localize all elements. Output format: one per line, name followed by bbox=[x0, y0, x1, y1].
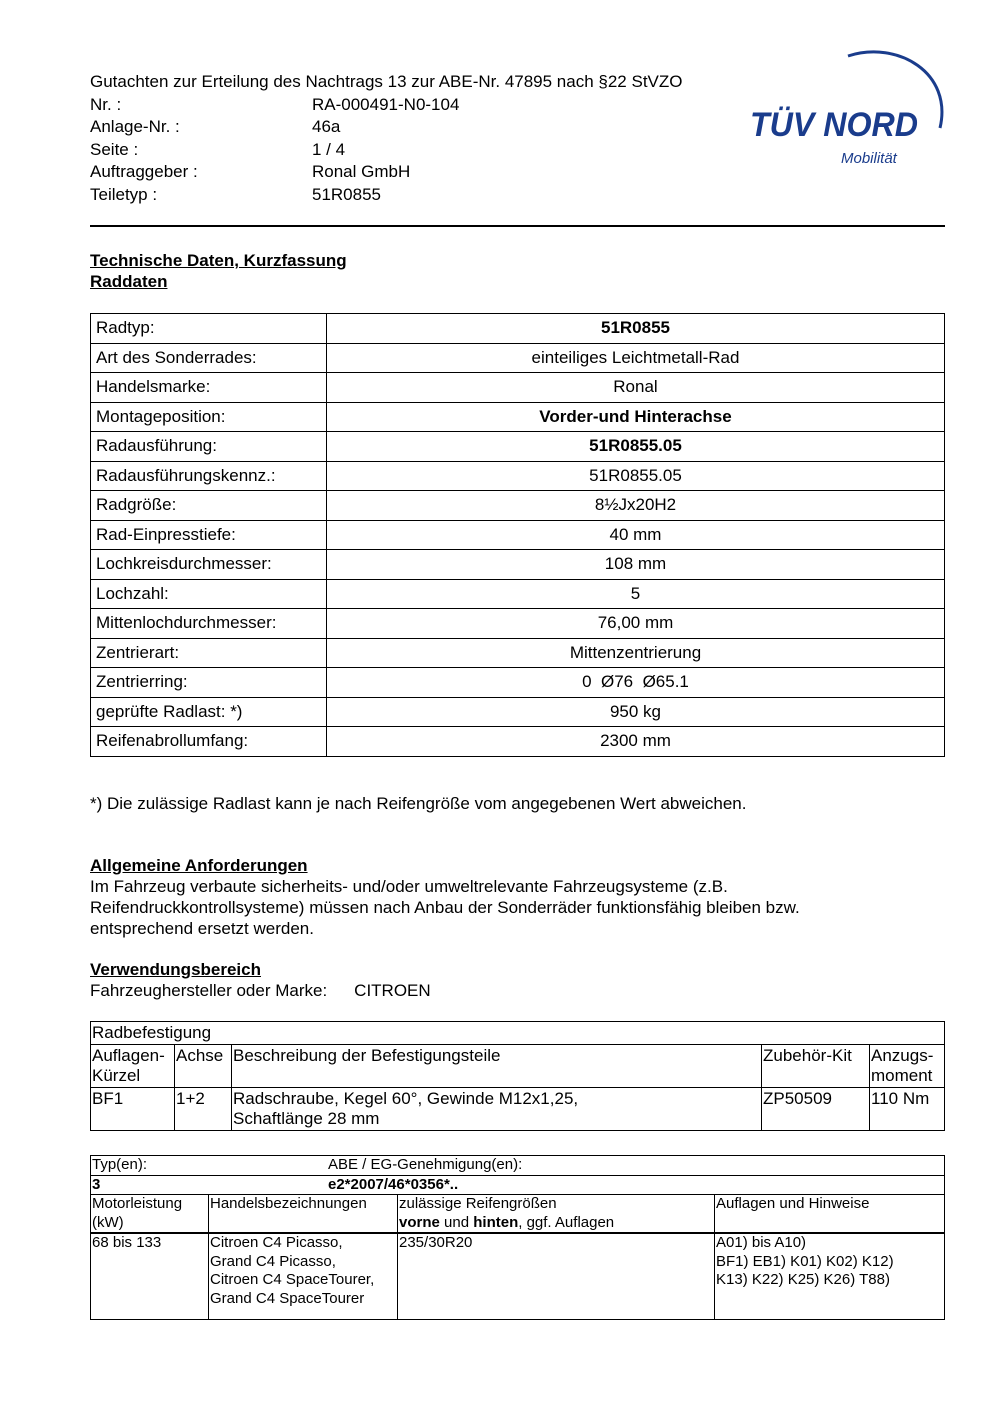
typ-label-row: Typ(en): ABE / EG-Genehmigung(en): bbox=[91, 1156, 945, 1176]
document-header bbox=[90, 71, 683, 207]
radlast-note: *) Die zulässige Radlast kann je nach Reifengröße vom angegebenen Wert abweichen. bbox=[90, 794, 747, 813]
radbefestigung-table bbox=[90, 1021, 945, 1131]
table-row: Art des Sonderrades: einteiliges Leichtmetall-Rad bbox=[91, 343, 945, 373]
hersteller-line: Fahrzeughersteller oder Marke: CITROEN bbox=[90, 981, 431, 1000]
radbefestigung-header-row: Auflagen- Kürzel Achse Beschreibung der Befestigungsteile Zubehör-Kit Anzugs- moment bbox=[91, 1045, 945, 1088]
allgemeine-section bbox=[90, 855, 800, 939]
table-row: geprüfte Radlast: *) 950 kg bbox=[91, 697, 945, 727]
table-row: Radgröße: 8½Jx20H2 bbox=[91, 491, 945, 521]
typen-table bbox=[90, 1155, 945, 1320]
table-row: Montageposition: Vorder-und Hinterachse bbox=[91, 402, 945, 432]
table-row: Zentrierring: 0 Ø76 Ø65.1 bbox=[91, 668, 945, 698]
table-row: Radausführung: 51R0855.05 bbox=[91, 432, 945, 462]
table-row: Reifenabrollumfang: 2300 mm bbox=[91, 727, 945, 757]
raddaten-heading: Raddaten bbox=[90, 272, 168, 291]
verwendung-section bbox=[90, 959, 431, 1001]
table-row: 68 bis 133 Citroen C4 Picasso, Grand C4 Picasso, Citroen C4 SpaceTourer, Grand C4 SpaceTourer 235/30R20 A01) bis A10) BF1) EB1) K01) K02) K12) K13) K22) K25) K26) T88) bbox=[91, 1233, 945, 1319]
table-row: Handelsmarke: Ronal bbox=[91, 373, 945, 403]
svg-text:Mobilität: Mobilität bbox=[841, 150, 897, 167]
allgemeine-line: entsprechend ersetzt werden. bbox=[90, 919, 314, 938]
table-row: BF1 1+2 Radschraube, Kegel 60°, Gewinde M12x1,25, Schaftlänge 28 mm ZP50509 110 Nm bbox=[91, 1088, 945, 1131]
table-row: Mittenlochdurchmesser: 76,00 mm bbox=[91, 609, 945, 639]
typen-header-row: Motorleistung (kW) Handelsbezeichnungen zulässige Reifengrößen vorne und hinten, ggf. Auflagen Auflagen und Hinweise bbox=[91, 1195, 945, 1234]
document-title: Gutachten zur Erteilung des Nachtrags 13 zur ABE-Nr. 47895 nach §22 StVZO bbox=[90, 72, 683, 91]
table-row: Rad-Einpresstiefe: 40 mm bbox=[91, 520, 945, 550]
technische-heading: Technische Daten, Kurzfassung bbox=[90, 251, 347, 270]
header-divider bbox=[90, 225, 945, 227]
svg-text:TÜV NORD: TÜV NORD bbox=[750, 106, 918, 144]
verwendung-heading: Verwendungsbereich bbox=[90, 960, 261, 979]
raddaten-table bbox=[90, 313, 945, 757]
header-row-anlage: Anlage-Nr. : 46a bbox=[90, 117, 341, 137]
header-row-nr: Nr. : RA-000491-N0-104 bbox=[90, 94, 460, 114]
table-row: Lochkreisdurchmesser: 108 mm bbox=[91, 550, 945, 580]
allgemeine-line: Reifendruckkontrollsysteme) müssen nach Anbau der Sonderräder funktionsfähig bleiben bzw. bbox=[90, 898, 800, 917]
radbefestigung-title: Radbefestigung bbox=[91, 1022, 945, 1045]
table-row: Lochzahl: 5 bbox=[91, 579, 945, 609]
allgemeine-line: Im Fahrzeug verbaute sicherheits- und/oder umweltrelevante Fahrzeugsysteme (z.B. bbox=[90, 877, 728, 896]
typ-value-row: 3 e2*2007/46*0356*.. bbox=[91, 1175, 945, 1195]
allgemeine-heading: Allgemeine Anforderungen bbox=[90, 856, 308, 875]
technische-daten-section bbox=[90, 250, 347, 292]
header-row-seite: Seite : 1 / 4 bbox=[90, 139, 346, 159]
table-row: Radausführungskennz.: 51R0855.05 bbox=[91, 461, 945, 491]
table-row: Radtyp: 51R0855 bbox=[91, 314, 945, 344]
tuv-nord-logo bbox=[748, 48, 948, 173]
header-row-teiletyp: Teiletyp : 51R0855 bbox=[90, 184, 382, 204]
header-row-auftraggeber: Auftraggeber : Ronal GmbH bbox=[90, 162, 411, 182]
table-row: Zentrierart: Mittenzentrierung bbox=[91, 638, 945, 668]
